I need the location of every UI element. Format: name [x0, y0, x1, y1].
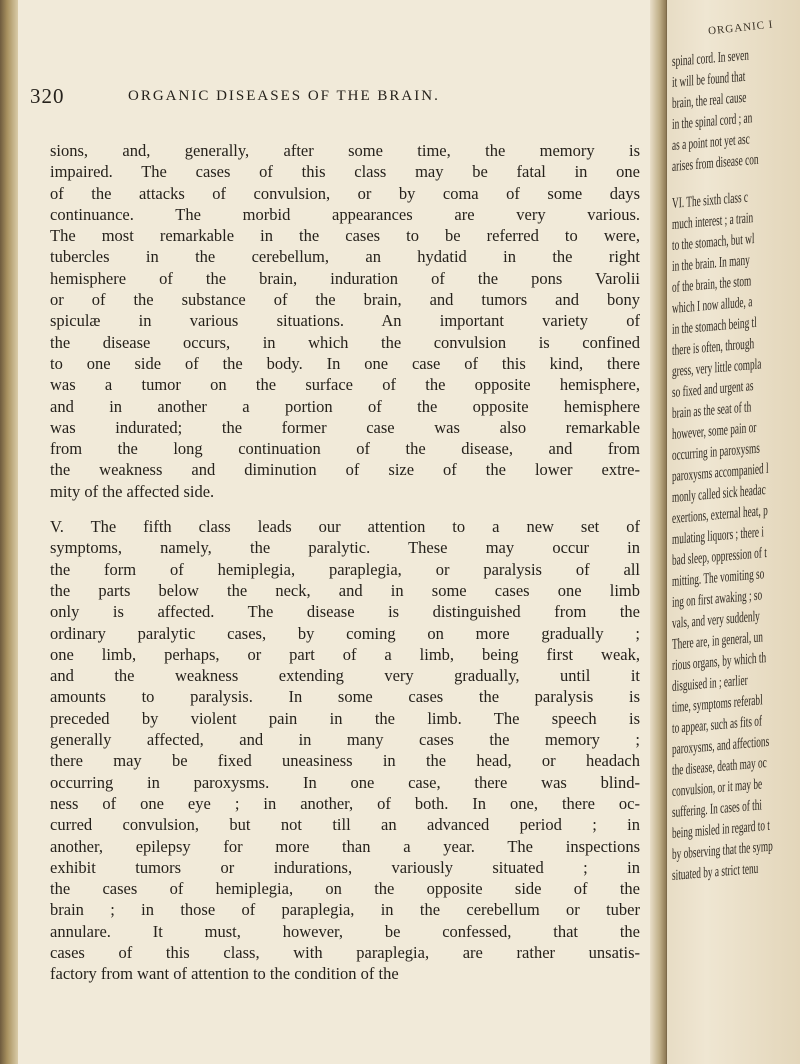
text-line: preceded by violent pain in the limb. The speech is [50, 708, 640, 728]
text-line: vals, and very suddenly [672, 608, 760, 632]
text-line: of the brain, the stom [672, 273, 752, 296]
text-line: the form of hemiplegia, paraplegia, or paralysis of all [50, 559, 640, 579]
facing-page-text [672, 40, 800, 887]
text-line: generally affected, and in many cases the memory ; [50, 730, 640, 750]
paragraph-2 [50, 516, 640, 985]
text-line: brain as the seat of th [672, 399, 752, 422]
page-number: 320 [30, 84, 65, 108]
text-line: was indurated; the former case was also remarkable [50, 417, 640, 437]
facing-paragraph-1 [672, 40, 800, 178]
paragraph-1 [50, 140, 640, 502]
text-line: to one side of the body. In one case of this kind, there [50, 353, 640, 373]
text-line: it will be found that [672, 68, 746, 91]
facing-page-edge [666, 0, 667, 1064]
text-line: There are, in general, un [672, 629, 763, 653]
text-line: continuance. The morbid appearances are very various. [50, 204, 640, 224]
text-line: occurring in paroxysms [672, 440, 760, 464]
text-line: mulating liquors ; there i [672, 524, 764, 548]
text-line: rious organs, by which th [672, 650, 767, 674]
text-line: factory from want of attention to the condition of the [50, 964, 399, 984]
text-line: only is affected. The disease is distinguished from the [50, 602, 640, 622]
text-line: in the brain. In many [672, 252, 750, 275]
text-line: convulsion, or it may be [672, 776, 763, 800]
text-line: The most remarkable in the cases to be referred to were, [50, 226, 640, 246]
text-line: suffering. In cases of thi [672, 797, 762, 821]
text-line: the parts below the neck, and in some cases one limb [50, 580, 640, 600]
text-line: disguised in ; earlier [672, 672, 748, 695]
page-edge-left [0, 0, 18, 1064]
text-line: by observing that the symp [672, 838, 773, 863]
text-line: of the attacks of convulsion, or by coma of some days [50, 183, 640, 203]
text-line: and in another a portion of the opposite hemisphere [50, 396, 640, 416]
text-line: symptoms, namely, the paralytic. These may occur in [50, 538, 640, 558]
text-line: ness of one eye ; in another, of both. In one, there oc- [50, 793, 640, 813]
text-line: in the spinal cord ; an [672, 110, 753, 133]
text-line: brain, the real cause [672, 89, 747, 112]
text-line: from the long continuation of the disease, and from [50, 439, 640, 459]
text-line: ordinary paralytic cases, by coming on more gradually ; [50, 623, 640, 643]
text-line: spiculæ in various situations. An important variety of [50, 311, 640, 331]
body-text [50, 140, 640, 985]
text-line: being misled in regard to t [672, 817, 770, 842]
text-line: another, epilepsy for more than a year. The inspections [50, 836, 640, 856]
text-line: sions, and, generally, after some time, the memory is [50, 141, 640, 160]
text-line: annulare. It must, however, be confessed, that the [50, 921, 640, 941]
running-head [18, 84, 650, 114]
text-line: to the stomach, but wl [672, 231, 755, 254]
text-line: bad sleep, oppression of t [672, 544, 767, 569]
text-line: as a point not yet asc [672, 131, 750, 154]
text-line: the disease, death may oc [672, 754, 767, 779]
text-line: hemisphere of the brain, induration of the pons Varolii [50, 268, 640, 288]
text-line: and the weakness extending very gradually, until it [50, 666, 640, 686]
text-line: tubercles in the cerebellum, an hydatid in the right [50, 247, 640, 267]
facing-paragraph-2 [672, 182, 800, 887]
text-line: mitting. The vomiting so [672, 566, 765, 590]
text-line: spinal cord. In seven [672, 47, 749, 70]
text-line: one limb, perhaps, or part of a limb, being first weak, [50, 644, 640, 664]
text-line: or of the substance of the brain, and tumors and bony [50, 290, 640, 310]
text-line: so fixed and urgent as [672, 378, 754, 401]
text-line: arises from disease con [672, 151, 759, 175]
text-line: time, symptoms referabl [672, 692, 763, 716]
text-line: curred convulsion, but not till an advanced period ; in [50, 815, 640, 835]
facing-page [666, 0, 800, 1064]
text-line: exhibit tumors or indurations, variously situated ; in [50, 857, 640, 877]
text-line: to appear, such as fits of [672, 713, 763, 737]
book-gutter [650, 0, 666, 1064]
text-line: exertions, external heat, p [672, 502, 768, 527]
text-line: mity of the affected side. [50, 481, 215, 501]
facing-page-head: ORGANIC I [707, 18, 774, 38]
text-line: the weakness and diminution of size of the lower extre- [50, 460, 640, 480]
text-line: the cases of hemiplegia, on the opposite side of the [50, 879, 640, 899]
text-line: was a tumor on the surface of the opposite hemisphere, [50, 375, 640, 395]
text-line: in the stomach being tl [672, 314, 757, 338]
text-line: however, some pain or [672, 419, 757, 443]
text-line: much interest ; a train [672, 210, 754, 233]
text-line: gress, very little compla [672, 356, 762, 380]
text-line: paroxysms, and affections [672, 733, 770, 758]
text-line: brain ; in those of paraplegia, in the cerebellum or tuber [50, 900, 640, 920]
text-line: there is often, through [672, 336, 755, 359]
text-line: monly called sick headac [672, 482, 766, 506]
text-line: VI. The sixth class c [672, 189, 749, 212]
text-line: paroxysms accompanied l [672, 460, 769, 485]
running-head-title: ORGANIC DISEASES OF THE BRAIN. [128, 88, 440, 104]
text-line: cases of this class, with paraplegia, are rather unsatis- [50, 942, 640, 962]
text-line: impaired. The cases of this class may be fatal in one [50, 162, 640, 182]
text-line: situated by a strict tenu [672, 860, 759, 884]
text-line: occurring in paroxysms. In one case, there was blind- [50, 772, 640, 792]
text-line: amounts to paralysis. In some cases the paralysis is [50, 687, 640, 707]
text-line: V. The fifth class leads our attention to a new set of [50, 517, 640, 537]
text-line: the disease occurs, in which the convulsion is confined [50, 332, 640, 352]
text-line: there may be fixed uneasiness in the head, or headach [50, 751, 640, 771]
text-line: which I now allude, a [672, 294, 753, 317]
text-line: ing on first awaking ; so [672, 587, 763, 611]
